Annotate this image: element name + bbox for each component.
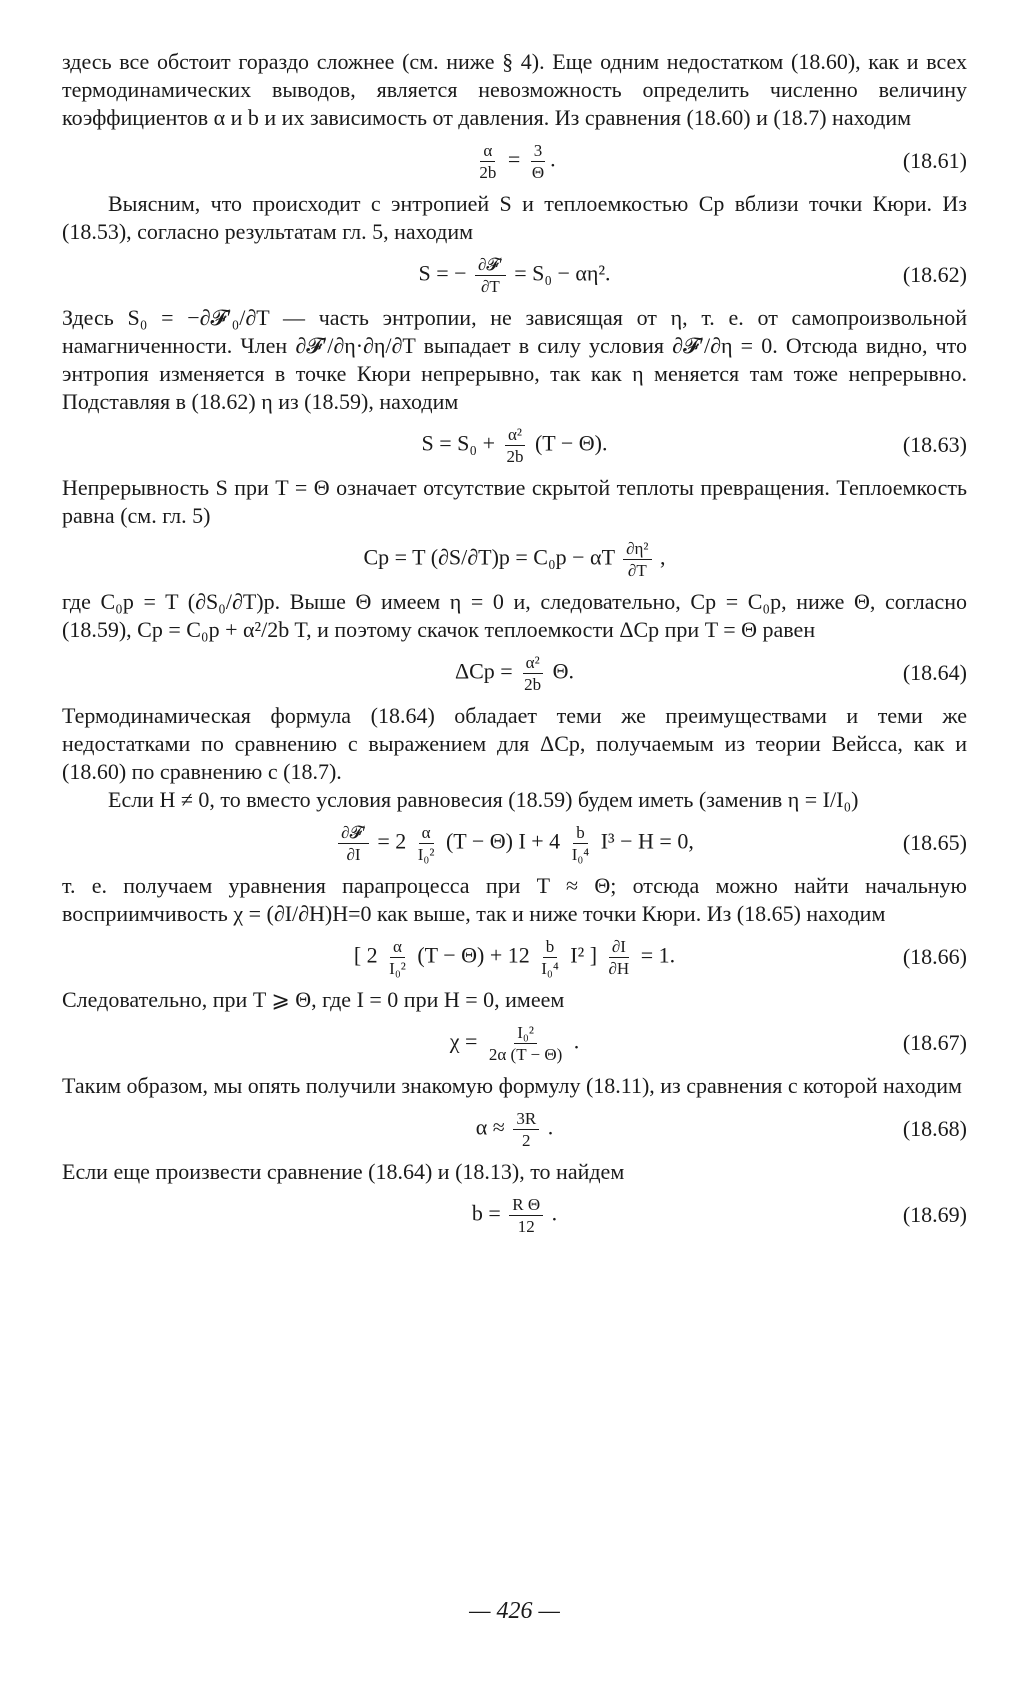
paragraph-9: Следовательно, при T ⩾ Θ, где I = 0 при H = 0, имеем xyxy=(62,987,565,1012)
equation-18-63 xyxy=(62,416,967,474)
paragraph-7: Если H ≠ 0, то вместо условия равновесия (18.59) будем иметь (заменив η = I/I₀) xyxy=(108,787,859,812)
equation-number: (18.69) xyxy=(902,1202,967,1227)
eq69-right: . xyxy=(551,1200,558,1226)
eq65-frac-num: ∂𝓕′ xyxy=(338,823,369,844)
equation-number: (18.66) xyxy=(902,944,967,969)
equation-18-65 xyxy=(62,814,967,872)
eq62-right: = S₀ − αη². xyxy=(514,260,611,286)
equation-heat-capacity xyxy=(62,530,967,588)
eq65-b-num: b xyxy=(573,823,588,844)
eq69-left: b = xyxy=(471,1200,501,1226)
eq65-frac-den: ∂I xyxy=(346,844,361,864)
eq66-b-num: b xyxy=(543,937,558,958)
equation-18-64 xyxy=(62,644,967,702)
paragraph-11: Если еще произвести сравнение (18.64) и (18.13), то найдем xyxy=(62,1159,625,1184)
eq66-b-den: I₀⁴ xyxy=(541,958,559,978)
eq62-frac-den: ∂T xyxy=(480,276,500,296)
eqcp-frac-num: ∂η² xyxy=(623,539,651,560)
page-number: — 426 — xyxy=(469,1598,560,1624)
eqcp-right: , xyxy=(660,544,666,570)
page-body xyxy=(62,48,967,1244)
eq66-part1: [ 2 xyxy=(353,942,378,968)
eq66-a-num: α xyxy=(390,937,405,958)
eq66-a-den: I₀² xyxy=(389,958,406,978)
eq63-left: S = S₀ + xyxy=(421,430,495,456)
eq69-frac-den: 12 xyxy=(517,1216,535,1236)
eq68-left: α ≈ xyxy=(475,1114,505,1140)
equation-18-66 xyxy=(62,928,967,986)
eq63-right: (T − Θ). xyxy=(534,430,608,456)
eq61-rhs-num: 3 xyxy=(531,141,546,162)
eq64-frac-den: 2b xyxy=(524,674,542,694)
paragraph-10: Таким образом, мы опять получили знакомую формулу (18.11), из сравнения с которой находим xyxy=(62,1073,962,1098)
eq63-frac-den: 2b xyxy=(506,446,524,466)
equation-18-61: $\frac{\alpha}{2b}$ = $\frac{3}{\Theta}$ . (18.61) xyxy=(62,132,967,190)
eq65-a-num: α xyxy=(419,823,434,844)
equation-18-69 xyxy=(62,1186,967,1244)
equation-number: (18.61) xyxy=(902,148,967,173)
eq68-right: . xyxy=(547,1114,554,1140)
equation-18-67 xyxy=(62,1014,967,1072)
paragraph-8: т. е. получаем уравнения парапроцесса при T ≈ Θ; отсюда можно найти начальную восприимчивость χ = (∂I/∂H)H=0 как выше, так и ниже точки Кюри. Из (18.65) находим xyxy=(62,873,967,926)
eq64-right: Θ. xyxy=(552,658,575,684)
eq68-frac-den: 2 xyxy=(522,1130,531,1150)
equation-number: (18.67) xyxy=(902,1030,967,1055)
eq69-frac-num: R Θ xyxy=(509,1195,543,1216)
paragraph-5: где C₀p = T (∂S₀/∂T)p. Выше Θ имеем η = 0 и, следовательно, Cp = C₀p, ниже Θ, согласно (18.59), Cp = C₀p + α²/2b T, и поэтому скачок теплоемкости ΔCp при T = Θ равен xyxy=(62,589,967,642)
eqcp-left: Cp = T (∂S/∂T)p = C₀p − αT xyxy=(363,544,615,570)
eq61-rhs-den: Θ xyxy=(531,162,545,182)
eq61-lhs-num: α xyxy=(480,141,495,162)
equation-number: (18.63) xyxy=(902,432,967,457)
paragraph-6: Термодинамическая формула (18.64) обладает теми же преимуществами и теми же недостатками по сравнению с выражением для ΔCp, получаемым из теории Вейсса, как и (18.60) по сравнению с (18.7). xyxy=(62,703,967,784)
paragraph-2: Выясним, что происходит с энтропией S и теплоемкостью Cp вблизи точки Кюри. Из (18.53), согласно результатам гл. 5, находим xyxy=(62,191,967,244)
eq61-lhs-den: 2b xyxy=(479,162,497,182)
paragraph-4: Непрерывность S при T = Θ означает отсутствие скрытой теплоты превращения. Теплоемкость равна (см. гл. 5) xyxy=(62,475,967,528)
eq63-frac-num: α² xyxy=(505,425,525,446)
eq66-part3: I² ] xyxy=(570,942,598,968)
eq62-left: S = − xyxy=(418,260,467,286)
eq68-frac-num: 3R xyxy=(513,1109,539,1130)
equation-18-62 xyxy=(62,246,967,304)
eq67-left: χ = xyxy=(449,1028,478,1054)
eq64-left: ΔCp = xyxy=(454,658,513,684)
eq66-part2: (T − Θ) + 12 xyxy=(417,942,530,968)
eq62-frac-num: ∂𝓕′ xyxy=(475,255,506,276)
equation-number: (18.65) xyxy=(902,830,967,855)
eq65-part2: (T − Θ) I + 4 xyxy=(445,828,561,854)
equation-number: (18.62) xyxy=(902,262,967,287)
eq64-frac-num: α² xyxy=(523,653,543,674)
eq67-right: . xyxy=(573,1028,580,1054)
paragraph-1: здесь все обстоит гораздо сложнее (см. ниже § 4). Еще одним недостатком (18.60), как и всех термодинамических выводов, является невозможность определить численно величину коэффициентов α и b и их зависимость от давления. Из сравнения (18.60) и (18.7) находим xyxy=(62,49,967,130)
eq65-part1: = 2 xyxy=(377,828,407,854)
paragraph-3: Здесь S₀ = −∂𝓕′₀/∂T — часть энтропии, не зависящая от η, т. е. от самопроизвольной намагниченности. Член ∂𝓕′/∂η·∂η/∂T выпадает в силу условия ∂𝓕′/∂η = 0. Отсюда видно, что энтропия изменяется в точке Кюри непрерывно, так как η меняется там тоже непрерывно. Подставляя в (18.62) η из (18.59), находим xyxy=(62,305,967,414)
equation-number: (18.64) xyxy=(902,660,967,685)
eq65-part3: I³ − H = 0, xyxy=(600,828,694,854)
eq67-frac-den: 2α (T − Θ) xyxy=(488,1044,563,1064)
equation-number: (18.68) xyxy=(902,1116,967,1141)
eq65-b-den: I₀⁴ xyxy=(571,844,590,864)
eq65-a-den: I₀² xyxy=(417,844,435,864)
eq66-part4: = 1. xyxy=(640,942,676,968)
eqcp-frac-den: ∂T xyxy=(627,560,647,580)
eq66-c-num: ∂I xyxy=(609,937,629,958)
eq66-c-den: ∂H xyxy=(608,958,630,978)
equation-18-68 xyxy=(62,1100,967,1158)
eq67-frac-num: I₀² xyxy=(514,1023,537,1044)
